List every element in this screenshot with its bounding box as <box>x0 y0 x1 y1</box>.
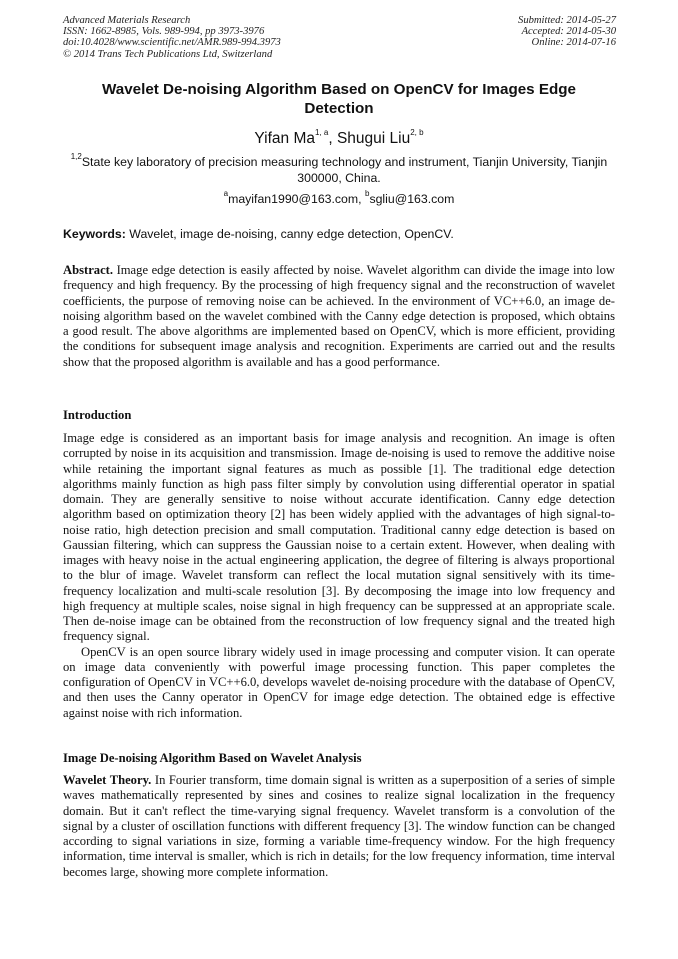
paragraph: OpenCV is an open source library widely used in image processing and computer vision. It can operate on image data conveniently with powerful image processing function. This paper completes the configuration of OpenCV in VC++6.0, develops wavelet de-noising procedure with the database of OpenCV, and then uses the Canny operator in OpenCV for image edge detection. The obtained edge is effective against noise with rich information. <box>63 644 615 720</box>
keywords-text: Wavelet, image de-noising, canny edge detection, OpenCV. <box>125 227 454 241</box>
introduction-body <box>63 431 615 721</box>
author-name: Shugui Liu <box>336 130 411 147</box>
submitted-date: Submitted: 2014-05-27 <box>518 15 616 26</box>
journal-doi: doi:10.4028/www.scientific.net/AMR.989-994.3973 <box>63 37 281 49</box>
abstract-label: Abstract. <box>63 263 114 277</box>
paper-title: Wavelet De-noising Algorithm Based on OpenCV for Images Edge Detection <box>102 81 576 117</box>
keywords-label: Keywords: <box>63 227 126 241</box>
accepted-date: Accepted: 2014-05-30 <box>521 26 616 38</box>
run-in-heading: Wavelet Theory. <box>63 773 152 787</box>
journal-dates-right <box>518 15 616 49</box>
email-address: sgliu@163.com <box>369 192 455 206</box>
email-separator: , <box>358 192 365 206</box>
email-mark: b <box>364 188 370 198</box>
author-name: Yifan Ma <box>254 130 315 147</box>
wavelet-theory-body <box>63 773 615 880</box>
journal-issn: ISSN: 1662-8985, Vols. 989-994, pp 3973-3976 <box>63 26 265 38</box>
keywords <box>63 227 615 242</box>
online-date: Online: 2014-07-16 <box>531 37 616 49</box>
paragraph-text: In Fourier transform, time domain signal is written as a superposition of a series of simple waves mathematically represented by sines and cosines to realize signal localization in the frequency domain. But it can't reflect the time-varying signal frequency. Wavelet transform is a convolution of the signal by a cluster of oscillation functions with different frequency [3]. The window function can be changed according to signal variations in size, forming a variable time-frequency window. For the high frequency information, time interval is smaller, which is rich in details; for the low frequency information, time interval becomes large, showing more complete information. <box>63 773 615 879</box>
affiliation-mark: 1,2 <box>70 151 82 161</box>
section-heading-introduction: Introduction <box>63 408 132 422</box>
affiliation <box>63 151 615 186</box>
section-heading-wavelet: Image De-noising Algorithm Based on Wavelet Analysis <box>63 751 362 765</box>
abstract <box>63 263 615 370</box>
author-separator: , <box>328 130 337 147</box>
journal-copyright: © 2014 Trans Tech Publications Ltd, Switzerland <box>63 48 273 60</box>
email-address: mayifan1990@163.com <box>228 192 359 206</box>
abstract-text: Image edge detection is easily affected by noise. Wavelet algorithm can divide the image into low frequency and high frequency. By the processing of high frequency signal and the reconstruction of wavelet coefficients, the purpose of removing noise can be achieved. In the environment of VC++6.0, an image de-noising algorithm based on the wavelet combined with the Canny edge detection is proposed, which obtains a good result. The above algorithms are implemented based on OpenCV, which is more efficient, providing the conditions for subsequent image analysis and recognition. Experiments are carried out and the results show that the proposed algorithm is available and has a good performance. <box>63 263 615 369</box>
author-affiliation-mark: 1, a <box>315 127 329 137</box>
paragraph <box>63 773 615 880</box>
author-affiliation-mark: 2, b <box>410 127 424 137</box>
journal-name: Advanced Materials Research <box>63 15 191 26</box>
author-emails <box>63 188 615 207</box>
author-list <box>63 129 615 148</box>
journal-info-left <box>63 15 281 60</box>
affiliation-text: State key laboratory of precision measuring technology and instrument, Tianjin University, Tianjin 300000, China. <box>81 155 608 185</box>
paragraph: Image edge is considered as an important basis for image analysis and recognition. An image is often corrupted by noise in its acquisition and transmission. Image de-noising is used to remove the additive noise while retaining the important signal features as much as possible [1]. The traditional edge detection algorithms mainly function as high pass filter simply by convolution using differential operator in spatial domain. They are generally sensitive to noise without accurate identification. Canny edge detection algorithm based on optimization theory [2] has been widely applied with the advantages of high signal-to-noise ratio, high detection precision and small computation. Traditional canny edge detection is based on Gaussian filtering, which can suppress the Gaussian noise to a certain extent. However, when dealing with images with heavy noise in the actual engineering application, the degree of filtering is always proportional to the blur of image. Wavelet transform can reflect the local mutation signal sensitively with its time-frequency localization and multi-scale resolution [3]. By decomposing the image into low frequency and high frequency at multiple scales, noise signal in high frequency can be suppressed at an appropriate scale. Then de-noise image can be obtained from the reconstruction of low frequency signal and the treated high frequency signal. <box>63 431 615 644</box>
email-mark: a <box>223 188 229 198</box>
